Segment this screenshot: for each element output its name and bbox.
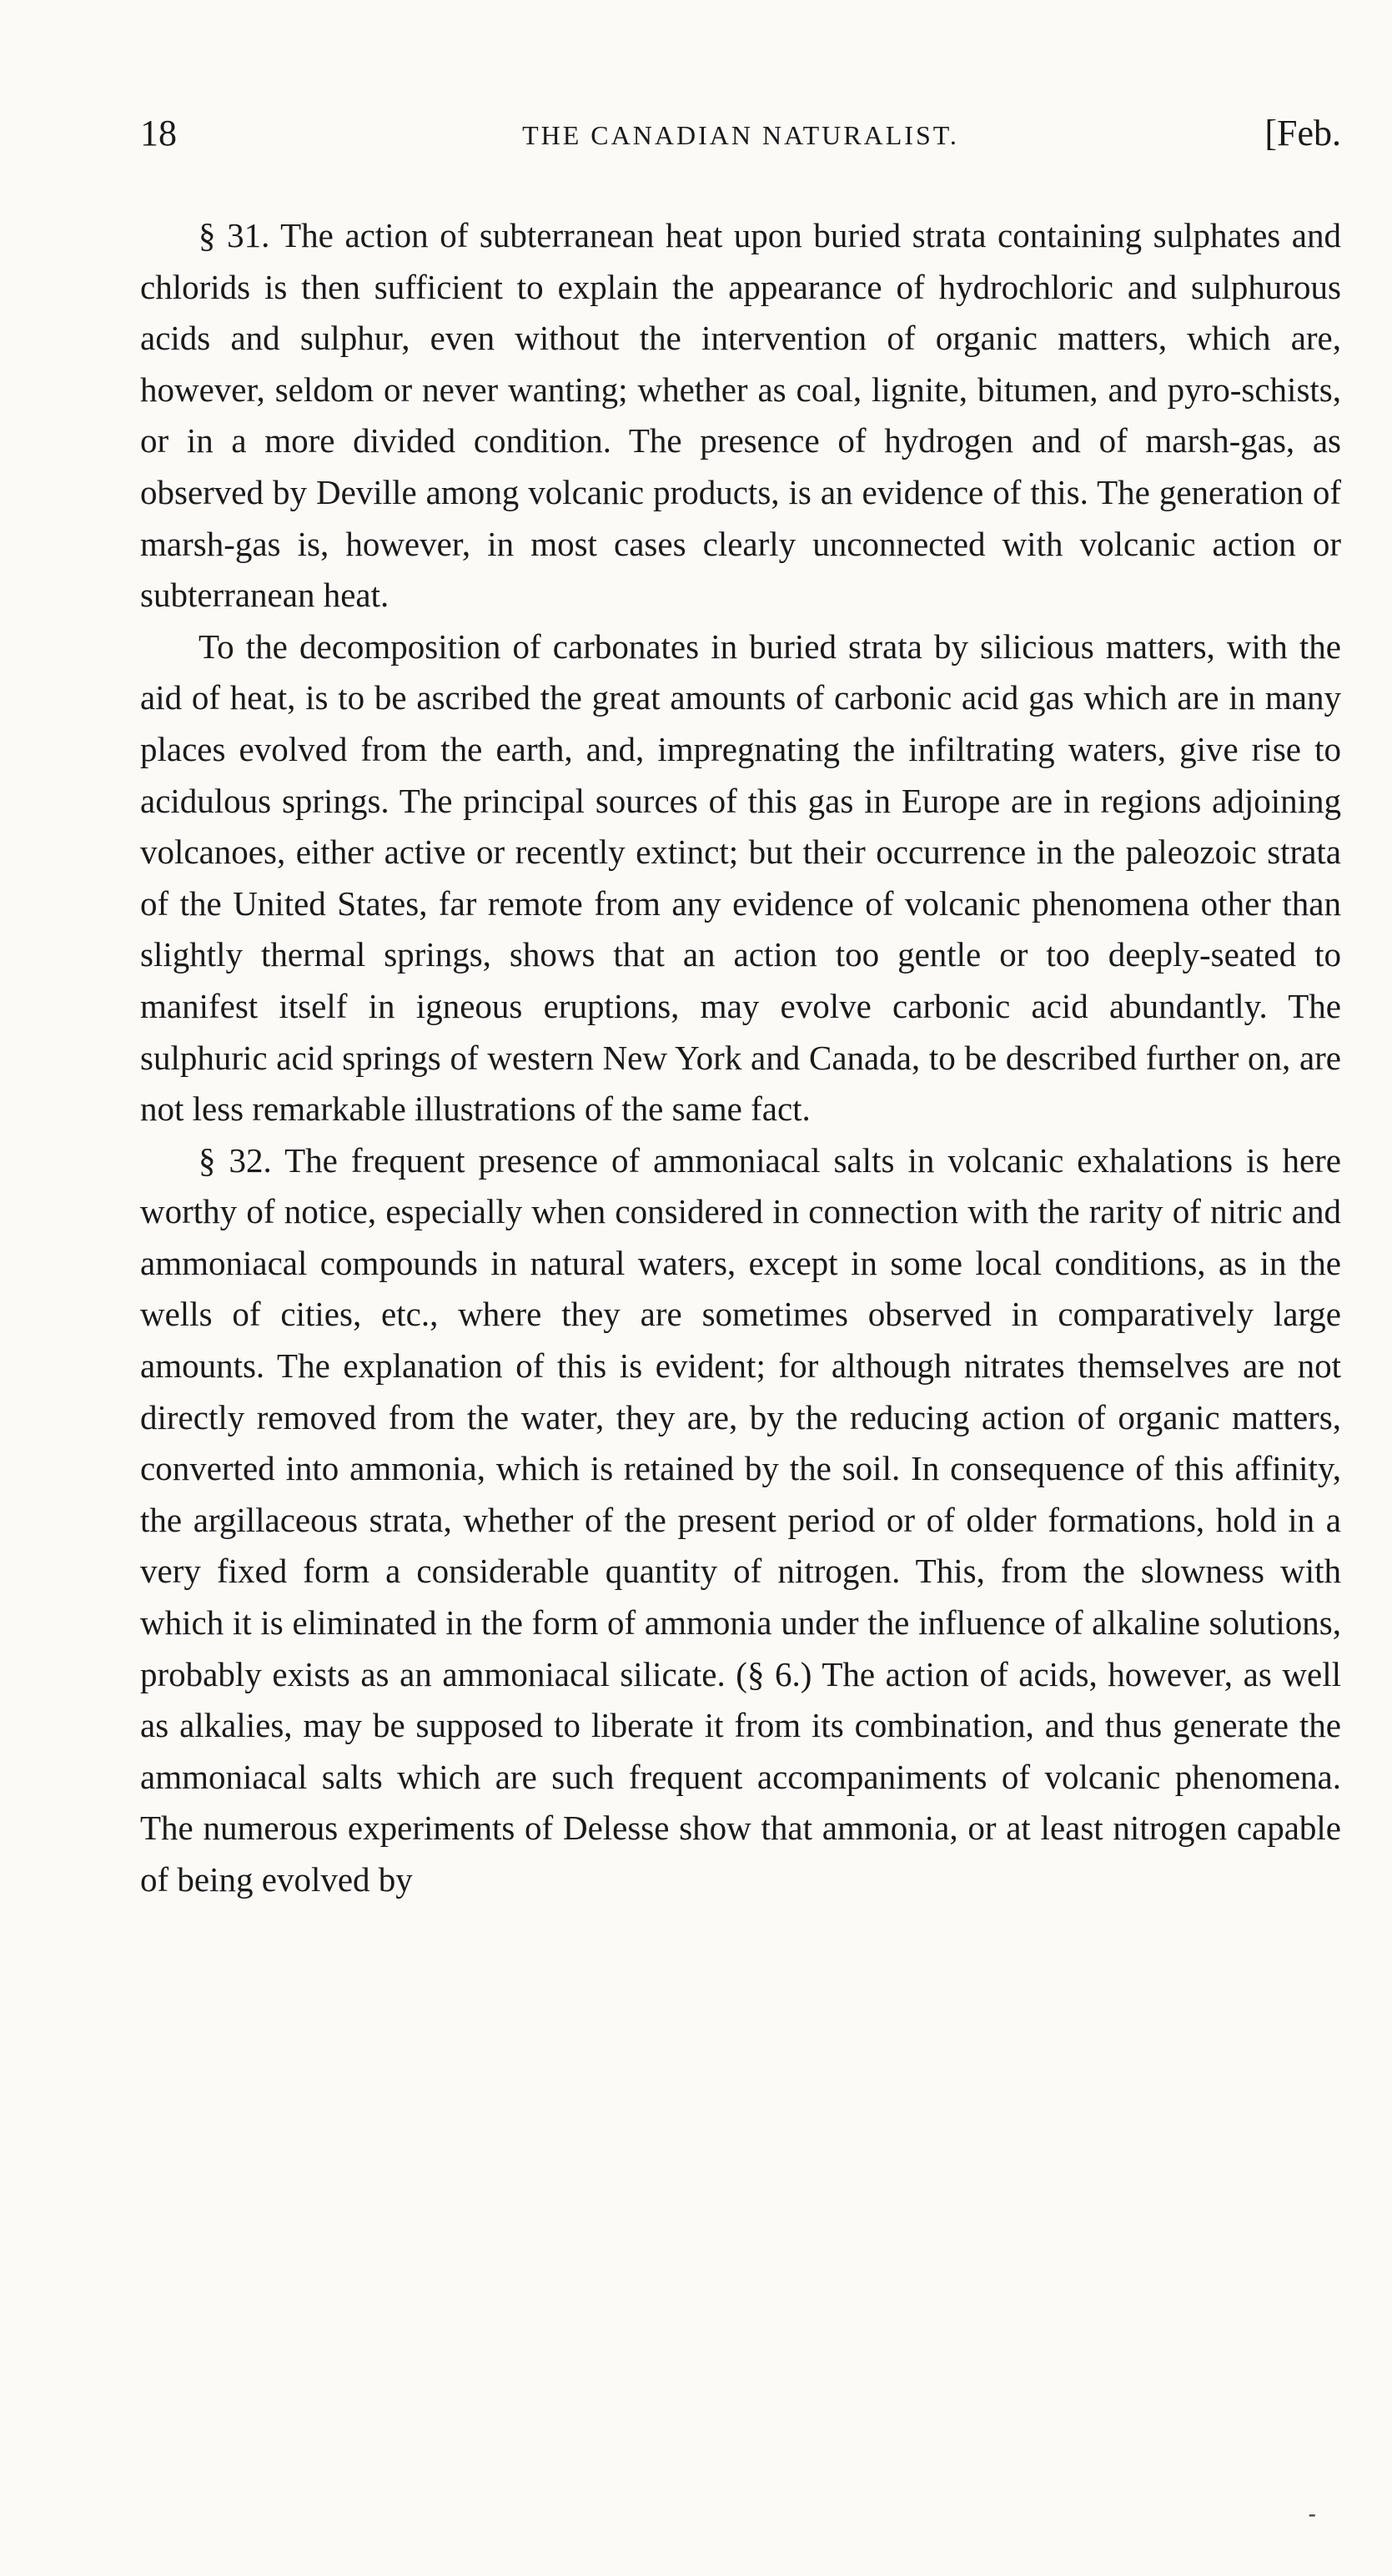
paragraph-section-31: § 31. The action of subterranean heat upon buried strata containing sulphates and chlorids is then sufficient to explain the appearance of hydrochloric and sulphurous acids and sulphur, even without the intervention of organic matters, which are, however, seldom or never wanting; whether as coal, lignite, bitumen, and pyro-schists, or in a more divided condition. The presence of hydrogen and of marsh-gas, as observed by Deville among volcanic products, is an evidence of this. The generation of marsh-gas is, however, in most cases clearly unconnected with volcanic action or subterranean heat. xyxy=(140,216,1341,615)
header-date: [Feb. xyxy=(1264,113,1341,153)
paragraph-section-32: § 32. The frequent presence of ammoniacal salts in volcanic exhalations is here worthy of notice, especially when considered in connection with the rarity of nitric and ammoniacal compounds in natural waters, except in some local conditions, as in the wells of cities, etc., where they are sometimes observed in comparatively large amounts. The explanation of this is evident; for although nitrates themselves are not directly removed from the water, they are, by the reducing action of organic matters, converted into ammonia, which is retained by the soil. In consequence of this affinity, the argillaceous strata, whether of the present period or of older formations, hold in a very fixed form a considerable quantity of nitrogen. This, from the slowness with which it is eliminated in the form of ammonia under the influence of alkaline solutions, probably exists as an ammoniacal silicate. (§ 6.) The action of acids, however, as well as alkalies, may be supposed to liberate it from its combination, and thus generate the ammoniacal salts which are such frequent accompaniments of volcanic phenomena. The numerous experiments of Delesse show that ammonia, or at least nitrogen capable of being evolved by xyxy=(140,1140,1341,1899)
page xyxy=(140,108,1341,2528)
paragraph-carbonates: To the decomposition of carbonates in buried strata by silicious matters, with the aid of heat, is to be ascribed the great amounts of carbonic acid gas which are in many places evolved from the earth, and, impregnating the infiltrating waters, give rise to acidulous springs. The principal sources of this gas in Europe are in regions adjoining volcanoes, either active or recently extinct; but their occurrence in the paleozoic strata of the United States, far remote from any evidence of volcanic phenomena other than slightly thermal springs, shows that an action too gentle or too deeply-seated to manifest itself in igneous eruptions, may evolve carbonic acid abundantly. The sulphuric acid springs of western New York and Canada, to be described further on, are not less remarkable illustrations of the same fact. xyxy=(140,626,1341,1129)
page-number: 18 xyxy=(140,113,177,153)
page-header xyxy=(140,108,1341,179)
tail-mark: - xyxy=(1308,2500,1316,2528)
running-title: THE CANADIAN NATURALIST. xyxy=(522,120,959,150)
body-text xyxy=(140,210,1341,1906)
